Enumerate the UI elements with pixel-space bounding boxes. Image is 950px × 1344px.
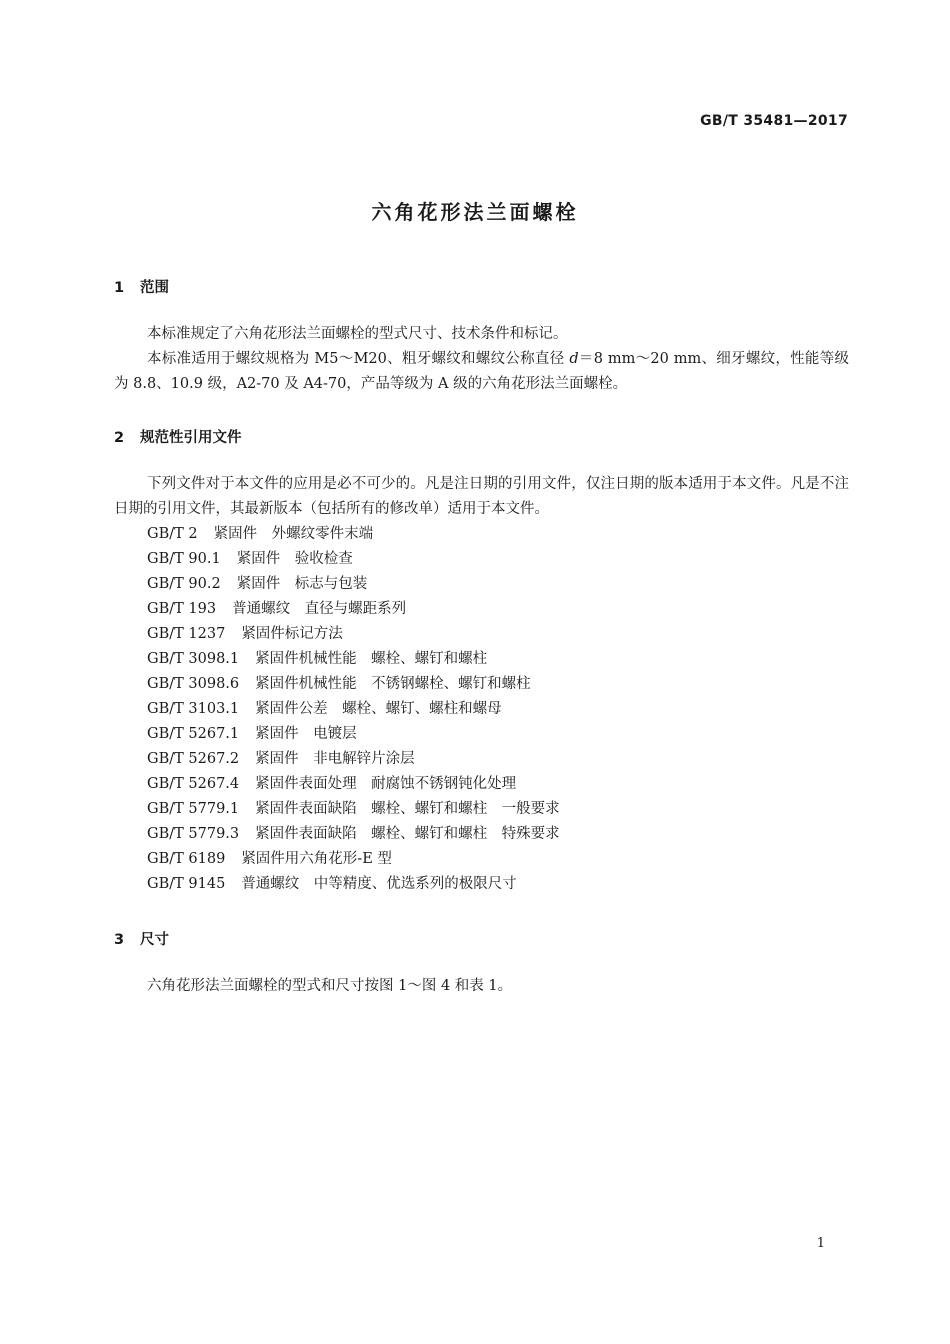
page-number: 1 — [816, 1236, 825, 1251]
reference-item — [147, 797, 560, 822]
reference-title: 普通螺纹 直径与螺距系列 — [232, 601, 407, 617]
reference-item — [147, 697, 560, 722]
normative-intro: 下列文件对于本文件的应用是必不可少的。凡是注日期的引用文件，仅注日期的版本适用于本文件。凡是不注日期的引用文件，其最新版本（包括所有的修改单）适用于本文件。 — [114, 476, 849, 517]
reference-code: GB/T 90.2 — [147, 576, 221, 592]
reference-title: 普通螺纹 中等精度、优选系列的极限尺寸 — [241, 876, 517, 892]
reference-code: GB/T 90.1 — [147, 551, 221, 567]
section-title: 规范性引用文件 — [140, 430, 242, 446]
section-number: 3 — [114, 932, 125, 948]
reference-code: GB/T 5779.1 — [147, 801, 240, 817]
scope-paragraph-2 — [114, 347, 849, 397]
reference-title: 紧固件 电镀层 — [255, 726, 357, 742]
scope-paragraph-1: 本标准规定了六角花形法兰面螺栓的型式尺寸、技术条件和标记。 — [147, 326, 568, 342]
reference-code: GB/T 5267.2 — [147, 751, 240, 767]
reference-code: GB/T 2 — [147, 526, 198, 542]
section-number: 1 — [114, 280, 125, 296]
reference-code: GB/T 6189 — [147, 851, 226, 867]
reference-item — [147, 872, 560, 897]
reference-code: GB/T 5267.1 — [147, 726, 240, 742]
reference-item — [147, 572, 560, 597]
document-title: 六角花形法兰面螺栓 — [371, 200, 579, 224]
reference-title: 紧固件机械性能 螺栓、螺钉和螺柱 — [255, 651, 488, 667]
reference-code: GB/T 5779.3 — [147, 826, 240, 842]
reference-title: 紧固件表面处理 耐腐蚀不锈钢钝化处理 — [255, 776, 517, 792]
reference-code: GB/T 3098.1 — [147, 651, 240, 667]
reference-title: 紧固件 非电解锌片涂层 — [255, 751, 415, 767]
reference-item — [147, 622, 560, 647]
reference-code: GB/T 3098.6 — [147, 676, 240, 692]
reference-title: 紧固件表面缺陷 螺栓、螺钉和螺柱 特殊要求 — [255, 826, 560, 842]
standard-number: GB/T 35481—2017 — [700, 113, 848, 129]
reference-title: 紧固件标记方法 — [241, 626, 343, 642]
section-title: 范围 — [140, 280, 169, 296]
reference-code: GB/T 193 — [147, 601, 217, 617]
reference-title: 紧固件 验收检查 — [236, 551, 353, 567]
reference-title: 紧固件 外螺纹零件末端 — [213, 526, 374, 542]
reference-list — [147, 522, 560, 897]
reference-item — [147, 772, 560, 797]
reference-title: 紧固件 标志与包装 — [236, 576, 368, 592]
reference-code: GB/T 1237 — [147, 626, 226, 642]
reference-item — [147, 722, 560, 747]
section-number: 2 — [114, 430, 125, 446]
dimensions-paragraph: 六角花形法兰面螺栓的型式和尺寸按图 1～图 4 和表 1。 — [147, 978, 513, 994]
section-heading-scope — [114, 276, 169, 297]
reference-title: 紧固件表面缺陷 螺栓、螺钉和螺柱 一般要求 — [255, 801, 560, 817]
reference-item — [147, 547, 560, 572]
diameter-variable: d — [569, 351, 579, 367]
reference-item — [147, 522, 560, 547]
reference-code: GB/T 5267.4 — [147, 776, 240, 792]
scope-text-a: 本标准适用于螺纹规格为 M5～M20、粗牙螺纹和螺纹公称直径 — [147, 351, 570, 367]
reference-title: 紧固件公差 螺栓、螺钉、螺柱和螺母 — [255, 701, 502, 717]
reference-item — [147, 647, 560, 672]
reference-item — [147, 747, 560, 772]
reference-title: 紧固件用六角花形-E 型 — [241, 851, 392, 867]
section-title: 尺寸 — [140, 932, 169, 948]
reference-title: 紧固件机械性能 不锈钢螺栓、螺钉和螺柱 — [255, 676, 531, 692]
reference-item — [147, 672, 560, 697]
reference-item — [147, 847, 560, 872]
scope-text-b: ＝8 mm～20 mm、细牙螺纹，性能等级为 8.8、10.9 级，A2-70 及 A4-70，产品等级为 A 级的六角花形法兰面螺栓。 — [114, 351, 849, 392]
reference-code: GB/T 9145 — [147, 876, 226, 892]
section-heading-normative-references — [114, 426, 242, 447]
reference-code: GB/T 3103.1 — [147, 701, 240, 717]
reference-item — [147, 822, 560, 847]
reference-item — [147, 597, 560, 622]
section-heading-dimensions — [114, 928, 169, 949]
